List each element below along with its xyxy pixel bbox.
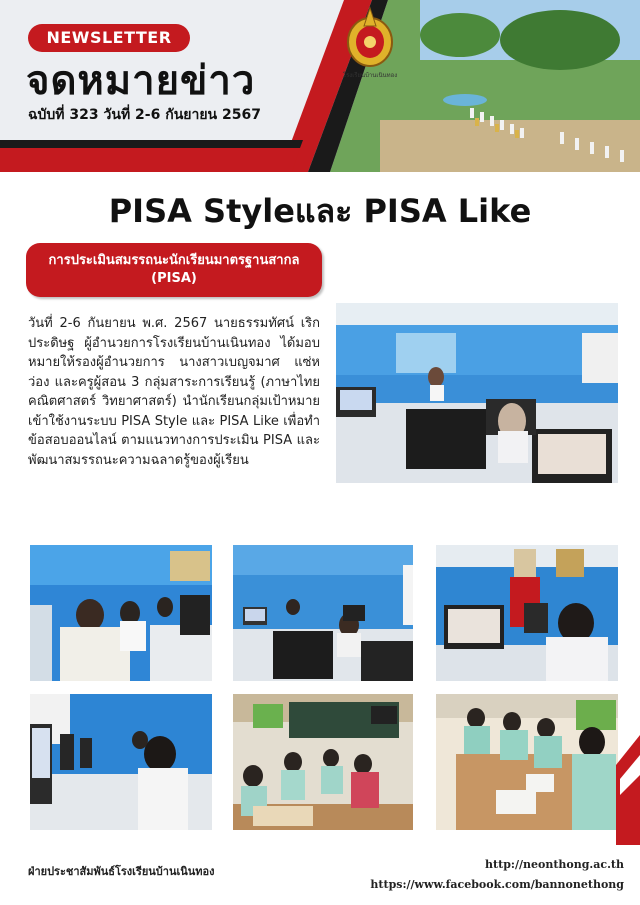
section-title-pill: การประเมินสมรรถนะนักเรียนมาตรฐานสากล (PISA)	[26, 243, 322, 297]
newsletter-badge: NEWSLETTER	[28, 24, 190, 52]
activity-photo-3	[436, 545, 618, 681]
activity-photo-6	[436, 694, 618, 830]
seal-caption: โรงเรียนบ้านเนินทอง	[342, 72, 398, 79]
main-classroom-photo	[336, 303, 618, 483]
activity-photo-4	[30, 694, 212, 830]
article-body: วันที่ 2-6 กันยายน พ.ศ. 2567 นายธรรมทัศน์ เริกประดิษฐ ผู้อำนวยการโรงเรียนบ้านเนินทอง ได้มอบหมายให้รองผู้อำนวยการ นางสาวเบญจมาศ แซ่หว่อง และครูผู้สอน 3 กลุ่มสาระการเรียนรู้ (ภาษาไทย คณิตศาสตร์ วิทยาศาสตร์) นำนักเรียนกลุ่มเป้าหมายเข้าใช้งานระบบ PISA Style และ PISA Like เพื่อทำข้อสอบออนไลน์ ตามแนวทางการประเมิน PISA และพัฒนาสมรรถนะความฉลาดรู้ของผู้เรียน	[28, 316, 320, 468]
activity-photo-2	[233, 545, 413, 681]
corner-decoration	[616, 735, 640, 845]
article-headline: PISA Styleและ PISA Like	[108, 192, 532, 230]
school-seal-icon	[344, 6, 396, 74]
activity-photo-1	[30, 545, 212, 681]
newsletter-title: จดหมายข่าว	[26, 58, 256, 104]
footer-facebook-link[interactable]: https://www.facebook.com/bannonethong	[370, 878, 624, 891]
newsletter-header	[0, 0, 640, 172]
footer-department: ฝ่ายประชาสัมพันธ์โรงเรียนบ้านเนินทอง	[28, 865, 215, 878]
footer-website-link[interactable]: http://neonthong.ac.th	[485, 858, 624, 871]
issue-date: ฉบับที่ 323 วันที่ 2-6 กันยายน 2567	[28, 107, 261, 123]
activity-photo-5	[233, 694, 413, 830]
